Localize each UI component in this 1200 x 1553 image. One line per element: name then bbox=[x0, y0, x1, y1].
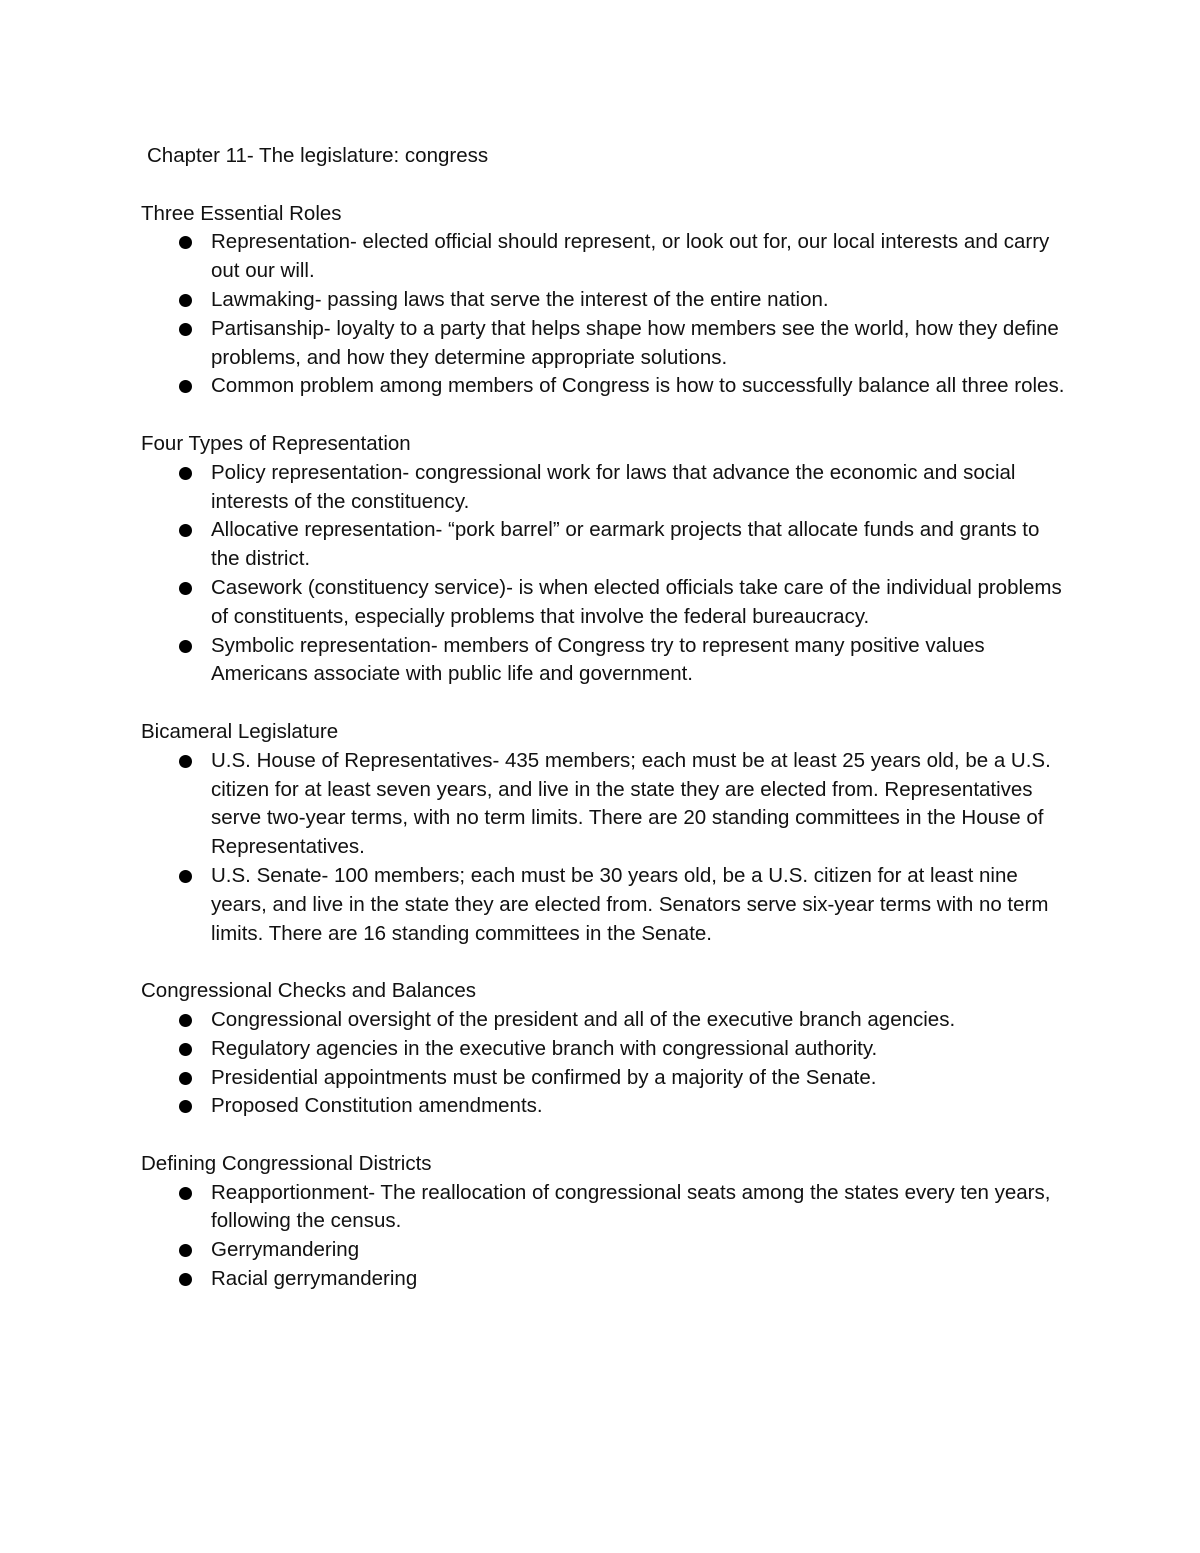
bullet-icon bbox=[179, 755, 192, 768]
section-heading: Bicameral Legislature bbox=[141, 719, 339, 743]
list-item-text: Regulatory agencies in the executive branch with congressional authority. bbox=[211, 1036, 878, 1060]
list-item-text: Policy representation- congressional work for laws that advance the economic and social interests of the constituency. bbox=[211, 460, 1016, 513]
bullet-icon bbox=[179, 236, 192, 249]
section bbox=[141, 1150, 1071, 1294]
bullet-icon bbox=[179, 1244, 192, 1257]
list-item-text: Reapportionment- The reallocation of congressional seats among the states every ten years, following the census. bbox=[211, 1180, 1051, 1233]
list-item bbox=[141, 1064, 1071, 1093]
section-heading: Three Essential Roles bbox=[141, 201, 342, 225]
list-item bbox=[141, 1236, 1071, 1265]
list-item-text: Lawmaking- passing laws that serve the interest of the entire nation. bbox=[211, 287, 829, 311]
section-heading: Congressional Checks and Balances bbox=[141, 979, 477, 1003]
list-item-text: Partisanship- loyalty to a party that helps shape how members see the world, how they define problems, and how they determine appropriate solutions. bbox=[211, 316, 1059, 369]
bullet-icon bbox=[179, 1072, 192, 1085]
bullet-icon bbox=[179, 380, 192, 393]
list-item bbox=[141, 1092, 1071, 1121]
list-item bbox=[141, 228, 1071, 286]
sections-container bbox=[141, 200, 1071, 1294]
bullet-icon bbox=[179, 524, 192, 537]
list-item-text: Allocative representation- “pork barrel” or earmark projects that allocate funds and grants to the district. bbox=[211, 518, 1040, 571]
list-item-text: Proposed Constitution amendments. bbox=[211, 1094, 543, 1118]
list-item-text: Gerrymandering bbox=[211, 1238, 360, 1262]
list-item bbox=[141, 372, 1071, 401]
bullet-list bbox=[141, 459, 1071, 689]
list-item-text: U.S. Senate- 100 members; each must be 30 years old, be a U.S. citizen for at least nine years, and live in the state they are elected from. Senators serve six-year terms with no term limits. There are 16 standing committees in the Senate. bbox=[211, 863, 1049, 945]
bullet-list bbox=[141, 1179, 1071, 1294]
bullet-icon bbox=[179, 1014, 192, 1027]
list-item bbox=[141, 315, 1071, 373]
bullet-icon bbox=[179, 640, 192, 653]
bullet-icon bbox=[179, 1187, 192, 1200]
list-item bbox=[141, 459, 1071, 517]
bullet-icon bbox=[179, 1100, 192, 1113]
list-item bbox=[141, 747, 1071, 862]
section-heading: Four Types of Representation bbox=[141, 431, 411, 455]
bullet-list bbox=[141, 228, 1071, 401]
bullet-icon bbox=[179, 582, 192, 595]
list-item-text: Common problem among members of Congress is how to successfully balance all three roles. bbox=[211, 374, 1065, 398]
list-item bbox=[141, 574, 1071, 632]
list-item bbox=[141, 1035, 1071, 1064]
bullet-icon bbox=[179, 1273, 192, 1286]
page-title: Chapter 11- The legislature: congress bbox=[147, 144, 489, 167]
list-item bbox=[141, 516, 1071, 574]
list-item-text: Representation- elected official should represent, or look out for, our local interests and carry out our will. bbox=[211, 230, 1050, 283]
list-item-text: Presidential appointments must be confirmed by a majority of the Senate. bbox=[211, 1065, 877, 1089]
list-item-text: Congressional oversight of the president and all of the executive branch agencies. bbox=[211, 1007, 956, 1031]
section-heading: Defining Congressional Districts bbox=[141, 1151, 432, 1175]
list-item-text: Racial gerrymandering bbox=[211, 1267, 418, 1291]
section bbox=[141, 200, 1071, 402]
bullet-icon bbox=[179, 294, 192, 307]
bullet-list bbox=[141, 747, 1071, 949]
bullet-icon bbox=[179, 323, 192, 336]
section bbox=[141, 430, 1071, 689]
bullet-icon bbox=[179, 1043, 192, 1056]
list-item-text: Symbolic representation- members of Congress try to represent many positive values Americans associate with public life and government. bbox=[211, 633, 985, 686]
list-item bbox=[141, 1265, 1071, 1294]
list-item bbox=[141, 632, 1071, 690]
list-item bbox=[141, 1006, 1071, 1035]
list-item-text: Casework (constituency service)- is when elected officials take care of the individual problems of constituents, especially problems that involve the federal bureaucracy. bbox=[211, 575, 1062, 628]
list-item bbox=[141, 1179, 1071, 1237]
list-item-text: U.S. House of Representatives- 435 members; each must be at least 25 years old, be a U.S. citizen for at least seven years, and live in the state they are elected from. Representatives serve two-year terms, with no term limits. There are 20 standing committees in the House of Representatives. bbox=[211, 748, 1051, 859]
bullet-icon bbox=[179, 870, 192, 883]
document-content bbox=[141, 142, 1071, 1323]
section bbox=[141, 718, 1071, 948]
list-item bbox=[141, 862, 1071, 948]
list-item bbox=[141, 286, 1071, 315]
bullet-icon bbox=[179, 467, 192, 480]
section bbox=[141, 977, 1071, 1121]
bullet-list bbox=[141, 1006, 1071, 1121]
